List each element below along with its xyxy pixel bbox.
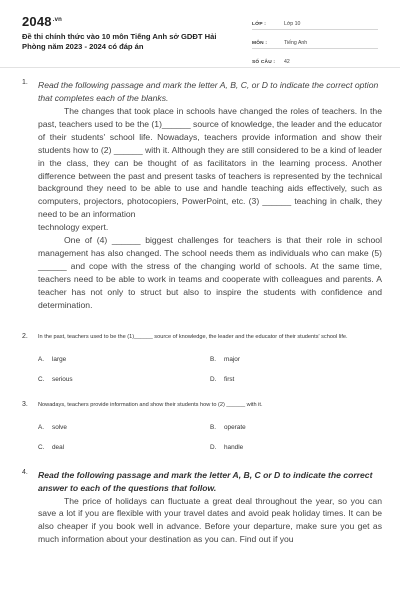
meta-count-label: SỐ CÂU : (252, 60, 276, 65)
passage-paragraph: One of (4) ______ biggest challenges for teachers is that their role in school management has also changed. The school needs them as individuals who can make (5) ______ and cope with the stress of the changing world of schools. At the same time, teachers need to be able to work in teams and cooperate with colleagues and parents. A teacher has not only to struct but also to inspire the students with confidence and determination. (38, 235, 382, 310)
option-b[interactable] (210, 424, 382, 431)
option-text: handle (224, 443, 244, 451)
option-d[interactable] (210, 376, 382, 383)
question-number: 1. (22, 79, 28, 86)
option-letter: D. (210, 375, 217, 383)
answer-options (38, 424, 382, 451)
option-text: serious (52, 375, 73, 383)
logo-text: 2048 (22, 14, 52, 29)
document-header (0, 0, 400, 66)
option-letter: B. (210, 355, 217, 363)
option-d[interactable] (210, 444, 382, 451)
reading-passage (38, 495, 382, 547)
reading-passage (38, 105, 382, 312)
meta-subject-value: Tiếng Anh (284, 40, 308, 46)
question-1 (22, 79, 382, 312)
meta-subject-row (252, 33, 378, 49)
header-divider (0, 67, 400, 68)
option-letter: D. (210, 443, 217, 451)
document-meta (252, 14, 378, 71)
option-text: first (224, 375, 235, 383)
option-letter: C. (38, 443, 45, 451)
option-text: operate (224, 423, 246, 431)
option-text: solve (52, 423, 67, 431)
option-letter: C. (38, 375, 45, 383)
question-number: 2. (22, 332, 28, 340)
answer-options (38, 356, 382, 383)
question-4 (22, 469, 382, 547)
option-b[interactable] (210, 356, 382, 363)
meta-class-label: LỚP : (252, 22, 267, 27)
option-letter: A. (38, 355, 45, 363)
question-instruction: Read the following passage and mark the letter A, B, C, or D to indicate the correct option that completes each of the blanks. (38, 80, 379, 103)
question-3 (22, 401, 382, 451)
question-number: 3. (22, 400, 28, 408)
passage-paragraph: technology expert. (38, 222, 109, 233)
question-text: Nowadays, teachers provide information and show their students how to (2) ______ with it. (38, 401, 263, 408)
option-letter: B. (210, 423, 217, 431)
option-text: deal (52, 443, 65, 451)
meta-count-row (252, 52, 378, 68)
document-title: Đề thi chính thức vào 10 môn Tiếng Anh sở GDĐT Hải Phòng năm 2023 - 2024 có đáp án (22, 32, 217, 51)
logo-suffix: .vn (52, 16, 63, 23)
option-a[interactable] (38, 356, 210, 363)
question-list (22, 79, 382, 546)
meta-subject-label: MÔN : (252, 41, 268, 46)
passage-paragraph: The price of holidays can fluctuate a great deal throughout the year, so you can save a lot if you are flexible with your travel dates and avoid peak holiday times. It can be also cheaper if you book well in advance. Before your departure, make sure you get as much information about your destination as you can. Find out if you (38, 495, 382, 545)
site-logo[interactable] (22, 14, 62, 29)
meta-count-value: 42 (284, 59, 290, 65)
question-2 (22, 333, 382, 383)
question-instruction: Read the following passage and mark the letter A, B, C or D to indicate the correct answer to each of the questions that follow. (38, 469, 373, 493)
meta-class-row (252, 14, 378, 30)
passage-paragraph: The changes that took place in schools have changed the roles of teachers. In the past, teachers used to be the (1)______ source of knowledge, the leader and the educator of their students' school life. Nowadays, teachers provide information and show their students how to (2) ______ with it. Although they are still considered to be a kind of leader in the class, they can be thought of as facilitators in the learning process. Another difference between the past and present tasks of teachers is represented by the technical background they need to be able to use and handle teaching aids effectively, such as computers, projectors, photocopiers, PowerPoint, etc. (3) ______ teaching in chalk, they need to be an information (38, 106, 382, 220)
option-c[interactable] (38, 376, 210, 383)
option-a[interactable] (38, 424, 210, 431)
meta-class-value: Lớp 10 (284, 21, 301, 27)
option-text: major (224, 355, 240, 363)
option-text: large (52, 355, 67, 363)
question-text: In the past, teachers used to be the (1)______ source of knowledge, the leader and the educator of their students' school life. (38, 333, 348, 340)
option-letter: A. (38, 423, 45, 431)
option-c[interactable] (38, 444, 210, 451)
question-number: 4. (22, 468, 28, 476)
